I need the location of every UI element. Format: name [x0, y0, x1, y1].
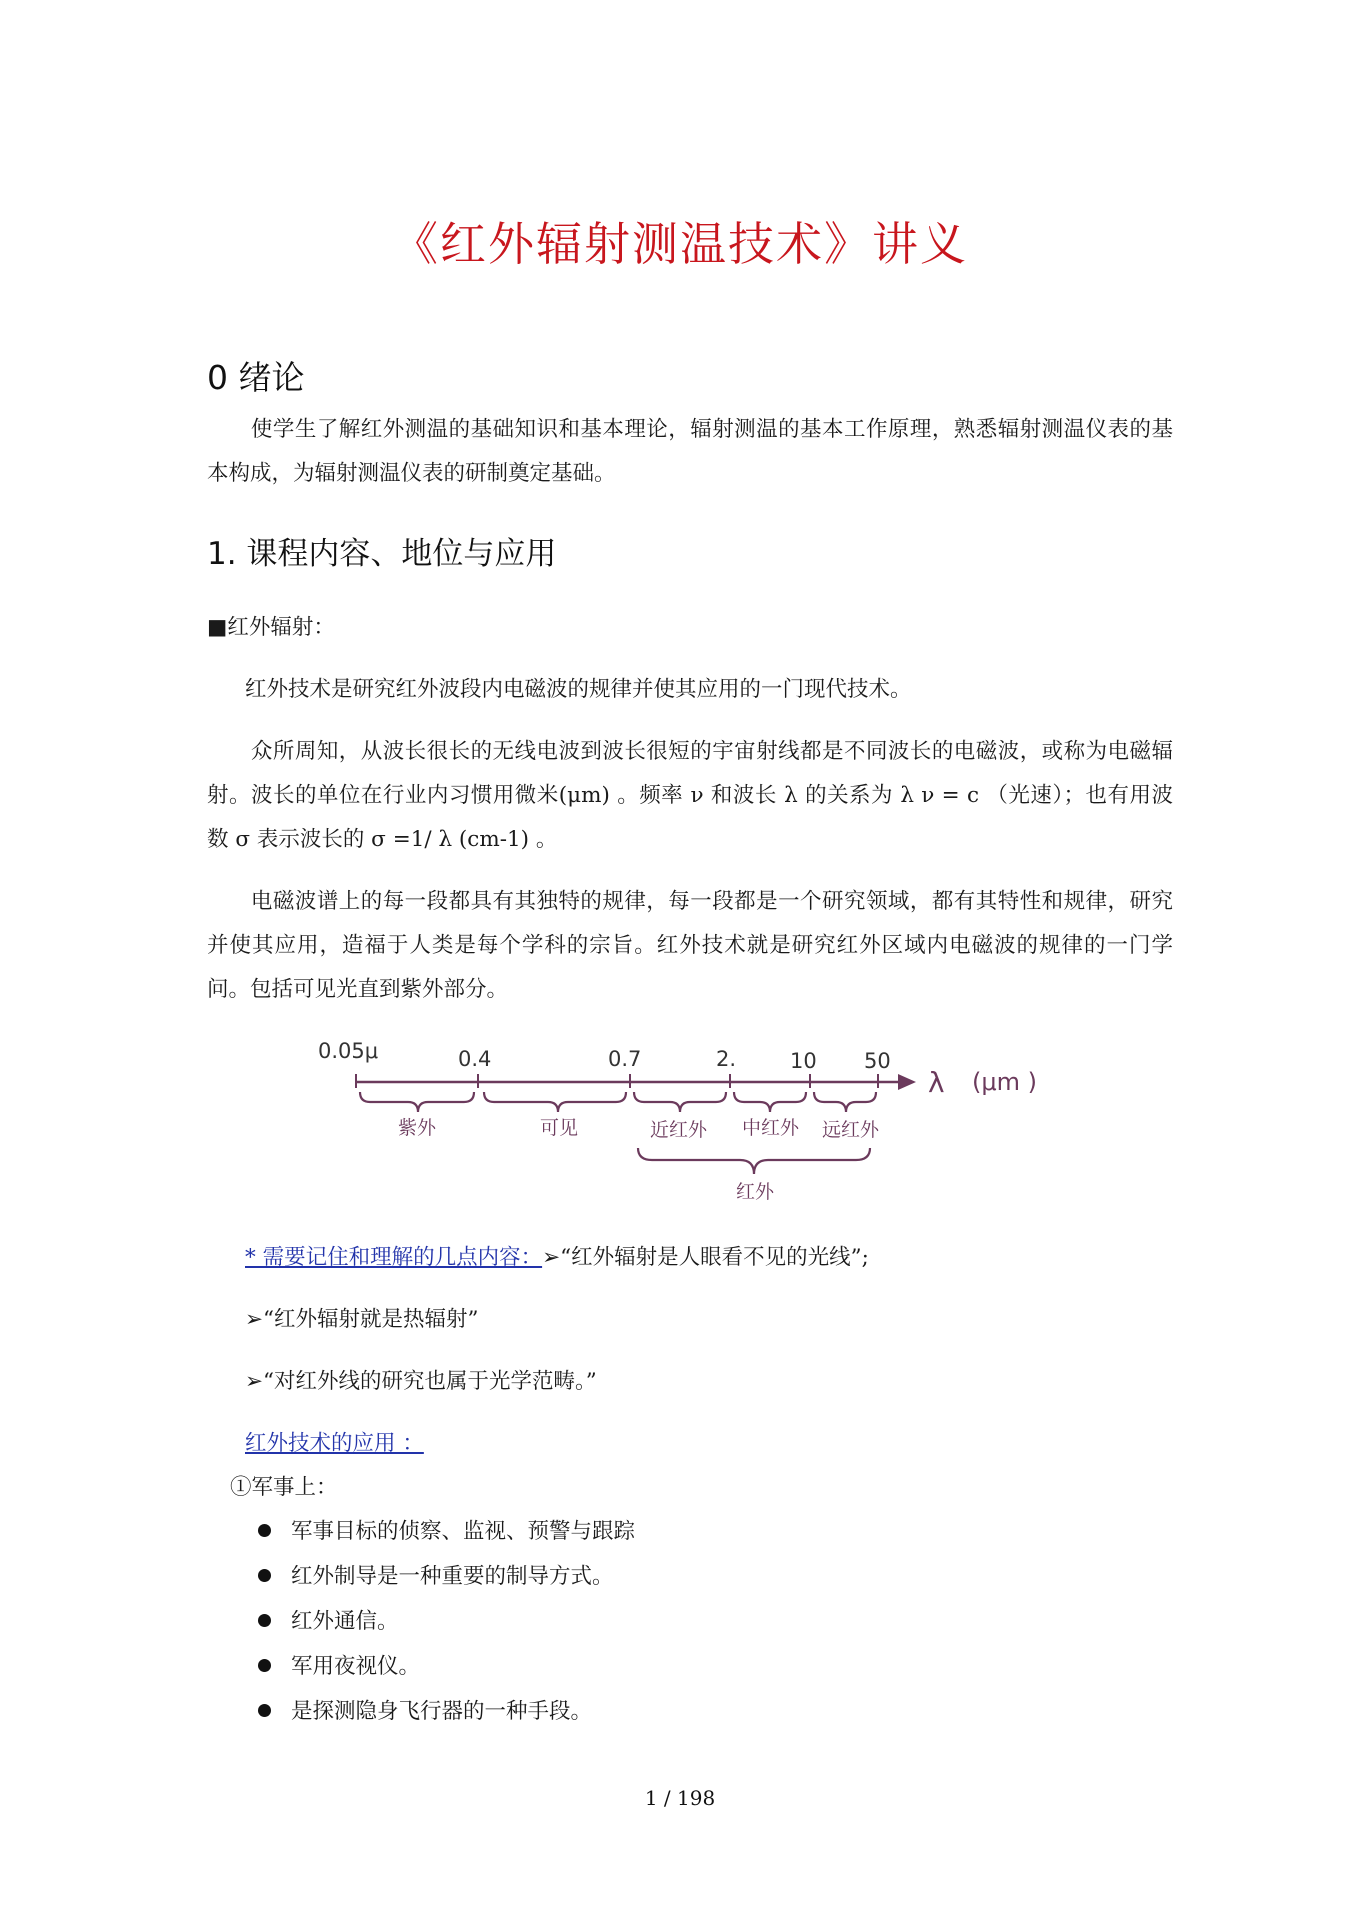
bullet-heading-infrared: ■红外辐射： — [207, 615, 335, 640]
section-heading-intro: 0 绪论 — [207, 358, 305, 397]
remember-link[interactable]: * 需要记住和理解的几点内容： — [245, 1245, 543, 1270]
applications-link-wrap — [245, 1422, 424, 1466]
list-item-text: 军用夜视仪。 — [291, 1654, 421, 1679]
bullet-dot-icon — [258, 1704, 271, 1717]
list-item — [258, 1649, 420, 1680]
group-label-infrared: 红外 — [736, 1181, 775, 1203]
section-heading-course: 1. 课程内容、地位与应用 — [207, 536, 557, 572]
tick-label-4: 10 — [790, 1049, 817, 1073]
tick-label-2: 0.7 — [608, 1047, 642, 1071]
list-item — [258, 1604, 399, 1635]
list-item-text: 红外制导是一种重要的制导方式。 — [291, 1564, 614, 1589]
axis-arrow-icon — [898, 1074, 916, 1090]
brace-visible — [484, 1092, 626, 1112]
remember-item-2: ➢“红外辐射就是热辐射” — [245, 1307, 479, 1332]
brace-far-ir — [814, 1092, 876, 1112]
list-item — [258, 1559, 614, 1590]
bullet-dot-icon — [258, 1524, 271, 1537]
paragraph-wavelength: 众所周知，从波长很长的无线电波到波长很短的宇宙射线都是不同波长的电磁波，或称为电磁辐射。波长的单位在行业内习惯用微米(μm) 。频率 ν 和波长 λ 的关系为 λ ν = c （光速）；也有用波数 σ 表示波长的 σ =1/ λ (cm-1) 。 — [207, 739, 1173, 852]
remember-item-3: ➢“对红外线的研究也属于光学范畴。” — [245, 1369, 597, 1394]
remember-item-1: ➢“红外辐射是人眼看不见的光线”; — [542, 1245, 869, 1270]
paragraph-spectrum: 电磁波谱上的每一段都具有其独特的规律，每一段都是一个研究领域，都有其特性和规律，研究并使其应用，造福于人类是每个学科的宗旨。红外技术就是研究红外区域内电磁波的规律的一门学问。包括可见光直到紫外部分。 — [207, 889, 1173, 1002]
page-number: 1 / 198 — [644, 1786, 716, 1810]
brace-uv — [360, 1092, 474, 1112]
bullet-dot-icon — [258, 1569, 271, 1582]
unit-label: (μm ) — [972, 1068, 1038, 1096]
band-label-visible: 可见 — [540, 1117, 579, 1139]
bullet-dot-icon — [258, 1614, 271, 1627]
tick-label-3: 2. — [716, 1047, 737, 1071]
tick-label-0: 0.05μ — [318, 1039, 379, 1063]
document-title: 《红外辐射测温技术》讲义 — [392, 217, 968, 271]
brace-infrared — [638, 1148, 870, 1174]
tick-label-5: 50 — [864, 1049, 891, 1073]
remember-line — [245, 1236, 869, 1280]
paragraph-definition: 红外技术是研究红外波段内电磁波的规律并使其应用的一门现代技术。 — [245, 677, 912, 702]
band-label-far-ir: 远红外 — [822, 1119, 880, 1141]
list-item — [258, 1514, 635, 1545]
band-label-uv: 紫外 — [398, 1117, 437, 1139]
bullet-dot-icon — [258, 1659, 271, 1672]
list-item — [258, 1694, 592, 1725]
spectrum-diagram — [300, 1030, 1080, 1210]
list-item-text: 是探测隐身飞行器的一种手段。 — [291, 1699, 593, 1724]
intro-paragraph: 使学生了解红外测温的基础知识和基本理论，辐射测温的基本工作原理，熟悉辐射测温仪表的基本构成，为辐射测温仪表的研制奠定基础。 — [207, 417, 1173, 486]
tick-label-1: 0.4 — [458, 1047, 492, 1071]
list-item-text: 红外通信。 — [291, 1609, 399, 1634]
list-item-text: 军事目标的侦察、监视、预警与跟踪 — [291, 1519, 636, 1544]
band-label-mid-ir: 中红外 — [742, 1117, 800, 1139]
brace-mid-ir — [734, 1092, 806, 1112]
applications-link[interactable]: 红外技术的应用 ： — [245, 1431, 424, 1456]
band-label-near-ir: 近红外 — [650, 1119, 708, 1141]
military-heading: ①军事上： — [230, 1475, 338, 1500]
brace-near-ir — [634, 1092, 726, 1112]
lambda-symbol: λ — [928, 1066, 945, 1099]
